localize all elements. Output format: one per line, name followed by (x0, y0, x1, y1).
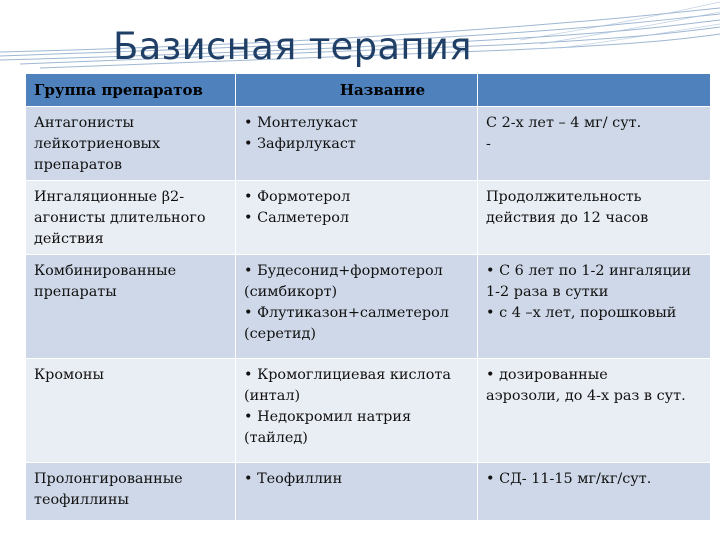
cell-line: (симбикорт) (244, 284, 338, 300)
cell-notes (478, 107, 711, 181)
header-drug-group: Группа препаратов (26, 74, 236, 107)
cell-line: • Недокромил натрия (244, 409, 412, 425)
cell-notes (478, 255, 711, 359)
cell-line: (интал) (244, 388, 301, 404)
cell-drug-names (236, 463, 478, 521)
header-notes (478, 74, 711, 107)
cell-line: - (486, 136, 491, 152)
cell-line: препараты (34, 284, 117, 300)
cell-line: лейкотриеновых (34, 136, 161, 152)
cell-notes (478, 181, 711, 255)
table-row (26, 107, 711, 181)
cell-drug-group (26, 359, 236, 463)
header-name: Название (236, 74, 478, 107)
cell-line: Продолжительность (486, 189, 642, 205)
table-row (26, 255, 711, 359)
cell-drug-group (26, 463, 236, 521)
cell-line: • СД- 11-15 мг/кг/сут. (486, 471, 652, 487)
cell-drug-group (26, 107, 236, 181)
cell-line: • Будесонид+формотерол (244, 263, 443, 279)
cell-line: (серетид) (244, 326, 316, 342)
cell-line: Кромоны (34, 367, 104, 383)
cell-line: • Кромоглициевая кислота (244, 367, 451, 383)
cell-line: препаратов (34, 157, 123, 173)
cell-line: 1-2 раза в сутки (486, 284, 609, 300)
cell-line: С 2-х лет – 4 мг/ сут. (486, 115, 642, 131)
table-row (26, 181, 711, 255)
cell-drug-names (236, 181, 478, 255)
cell-line: действия (34, 231, 104, 247)
cell-line: • С 6 лет по 1-2 ингаляции (486, 263, 692, 279)
cell-drug-names (236, 107, 478, 181)
table-row (26, 359, 711, 463)
slide-title: Базисная терапия (113, 25, 472, 68)
cell-line: аэрозоли, до 4-х раз в сут. (486, 388, 686, 404)
cell-line: Ингаляционные β2- (34, 189, 185, 205)
cell-drug-group (26, 181, 236, 255)
cell-line: • Монтелукаст (244, 115, 358, 131)
cell-notes (478, 463, 711, 521)
cell-line: действия до 12 часов (486, 210, 649, 226)
cell-line: • Формотерол (244, 189, 351, 205)
cell-line: • Флутиказон+салметерол (244, 305, 449, 321)
table-row (26, 463, 711, 521)
therapy-table (25, 73, 711, 521)
cell-line: агонисты длительного (34, 210, 206, 226)
cell-line: • с 4 –х лет, порошковый (486, 305, 677, 321)
cell-line: Антагонисты (34, 115, 134, 131)
cell-drug-group (26, 255, 236, 359)
cell-line: (тайлед) (244, 430, 308, 446)
cell-notes (478, 359, 711, 463)
cell-drug-names (236, 359, 478, 463)
cell-line: • Зафирлукаст (244, 136, 356, 152)
cell-line: • дозированные (486, 367, 608, 383)
table-header-row (26, 74, 711, 107)
cell-line: теофиллины (34, 492, 129, 508)
cell-drug-names (236, 255, 478, 359)
cell-line: • Салметерол (244, 210, 349, 226)
cell-line: Пролонгированные (34, 471, 183, 487)
cell-line: • Теофиллин (244, 471, 343, 487)
cell-line: Комбинированные (34, 263, 177, 279)
